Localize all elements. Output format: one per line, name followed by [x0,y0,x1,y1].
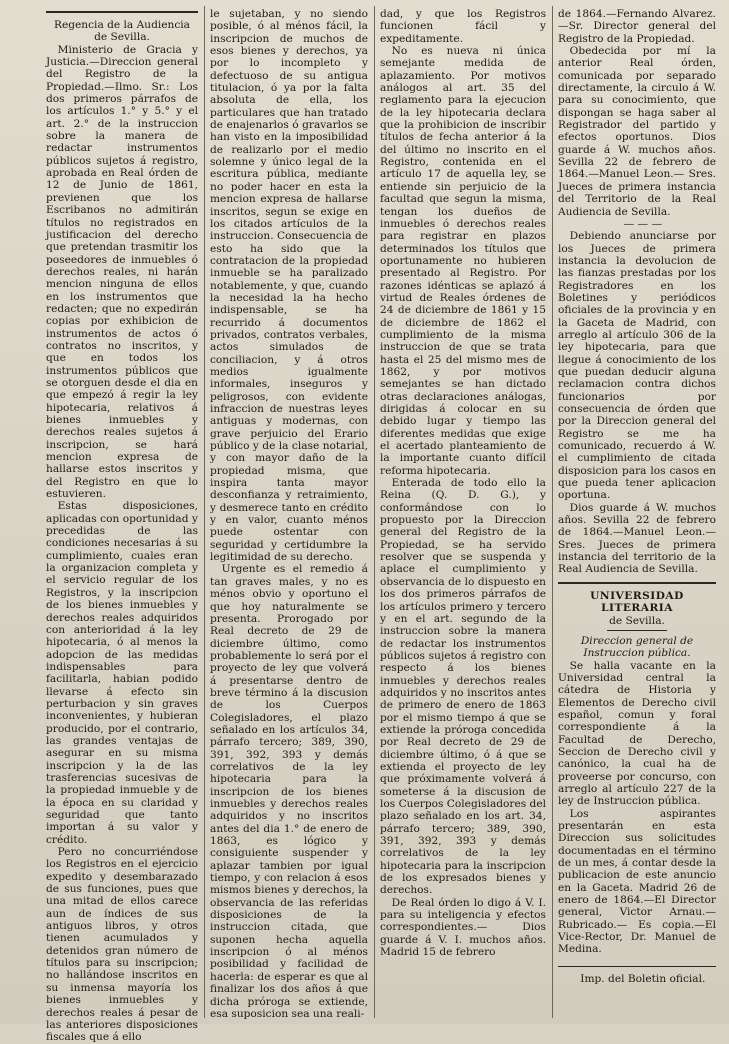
column-3 [380,8,546,1018]
section-heading: Regencia de la Audiencia de Sevilla. [54,19,190,44]
paragraph: le sujetaban, y no siendo posible, ó al ménos fácil, la inscripcion de muchos de esos bienes y derechos, ya por lo incompleto y defectuoso de su antigua titulacion, ó ya por la falta absoluta de ella, los particulares que han tratado de enajenarlos ó gravarlos se han visto en la imposibilidad de realizarlo por el medio solemne y único legal de la escritura pública, mediante no poder hacer en esta la mencion expresa de hallarse inscritos, segun se exige en los citados artículos de la instruccion. Consecuencia de esto ha sido que la contratacion de la propiedad inmueble se ha paralizado notablemente, y que, cuando la necesidad la ha hecho indispensable, se ha recurrido á documentos privados, contratos verbales, actos simulados de conciliacion, y á otros medios igualmente informales, inseguros y peligrosos, con evidente infraccion de nuestras leyes antiguas y modernas, con grave perjuicio del Erario público y de la clase notarial, y con mayor daño de la propiedad misma, que inspira tanta mayor desconfianza y retraimiento, y desmerece tanto en crédito y en valor, cuanto ménos puede ostentar con seguridad y certidumbre la legitimidad de su derecho. [210,8,368,564]
column-rule [374,6,375,1018]
paragraph: Urgente es el remedio á tan graves males, y no es ménos obvio y oportuno el que hoy naturalmente se presenta. Prorogado por Real decreto de 29 de diciembre último, como probablemente lo será por el proyecto de ley que volverá á presentarse dentro de breve término á la discusion de los Cuerpos Colegisladores, el plazo señalado en los artículos 34, párrafo tercero; 389, 390, 391, 392, 393 y demás correlativos de la ley hipotecaria para la inscripcion de los bienes inmuebles y derechos reales adquiridos y no inscritos antes del dia 1.° de enero de 1863, es lógico y consiguiente suspender y aplazar tambien por igual tiempo, y con relacion á esos mismos bienes y derechos, la observancia de las referidas disposiciones de la instruccion citada, que suponen hecha aquella inscripcion ó al ménos posibilidad y facilidad de hacerla: de esperar es que al finalizar los dos años á que dicha próroga se extiende, esa suposicion sea una reali- [210,563,368,1020]
paragraph: de 1864.—Fernando Alvarez.—Sr. Director general del Registro de la Propiedad. [558,8,716,45]
paragraph: Estas disposiciones, aplicadas con oportunidad y precedidas de las condiciones necesarias á su cumplimiento, cuales eran la organizacion completa y el servicio regular de los Registros, y la inscripcion de los bienes inmuebles y derechos reales adquiridos con anterioridad á la ley hipotecaria, ó al menos la adopcion de las medidas indispensables para facilitarla, habian podido llevarse á efecto sin perturbacion y sin graves inconvenientes, y hubieran producido, por el contrario, las grandes ventajas de asegurar en su misma inscripcion y la de las trasferencias sucesivas de la propiedad inmueble y de la época en su claridad y seguridad que tanto importan á su valor y crédito. [46,500,198,846]
imprint: Imp. del Boletin oficial. [580,972,706,985]
section-subheading: Direccion general de Instruccion pública. [580,634,694,660]
paragraph: Ministerio de Gracia y Justicia.—Direccion general del Registro de la Propiedad.—Ilmo. Sr.: Los dos primeros párrafos de los artículos 1.° y 5.° y el art. 2.° de la instruccion sobre la manera de redactar instrumentos públicos sujetos á registro, aprobada en Real órden de 12 de Junio de 1861, previenen que los Escribanos no admitirán títulos no registrados en justificacion del derecho que pretendan trasmitir los poseedores de inmuebles ó derechos reales, ni harán mencion ninguna de ellos en los instrumentos que redacten; que no expedirán copias por exhibicion de instrumentos de actos ó contratos no inscritos, y que en todos los instrumentos públicos que se otorguen desde el dia en que empezó á regir la ley hipotecaria, relativos á bienes inmuebles y derechos reales sujetos á inscripcion, se hará mencion expresa de hallarse estos inscritos y del Registro en que lo estuvieren. [46,43,198,501]
column-4 [558,8,716,1018]
section-subheading: de Sevilla. [609,614,665,627]
paragraph: dad, y que los Registros funcionen fácil y expeditamente. [380,8,546,45]
section-rule [558,582,716,584]
top-rule [46,11,198,13]
separator-dash: — — — [623,217,663,230]
section-rule [607,630,667,631]
paragraph: Pero no concurriéndose los Registros en el ejercicio expedito y desembarazado de sus funciones, pues que una mitad de ellos carece aun de índices de sus antiguos libros, y otros tienen acumulados y detenidos gran número de títulos para su inscripcion; no hallándose inscritos en su inmensa mayoría los bienes inmuebles y derechos reales á pesar de las anteriores disposiciones fiscales que á ello [46,846,198,1044]
paragraph: Los aspirantes presentarán en esta Direccion sus solicitudes documentadas en el término de un mes, á contar desde la publicacion de este anuncio en la Gaceta. Madrid 26 de enero de 1864.—El Director general, Victor Arnau.—Rubricado.— Es copia.—El Vice-Rector, Dr. Manuel de Medina. [558,807,716,956]
column-2 [210,8,368,1018]
paragraph: No es nueva ni única semejante medida de aplazamiento. Por motivos análogos al art. 35 del reglamento para la ejecucion de la ley hipotecaria declara que la prohibicion de inscribir títulos de fecha anterior á la del último no inscrito en el Registro, contenida en el artículo 17 de aquella ley, se entiende sin perjuicio de la facultad que segun la misma, tengan los dueños de inmuebles ó derechos reales para registrar en plazos determinados los títulos que oportunamente no hubieren presentado al Registro. Por razones idénticas se aplazó á virtud de Reales órdenes de 24 de diciembre de 1861 y 15 de diciembre de 1862 el cumplimiento de la misma instruccion de que se trata hasta el 25 del mismo mes de 1862, y por motivos semejantes se han dictado otras declaraciones análogas, dirigidas á colocar en su debido lugar y tiempo las diferentes medidas que exige el acertado planteamiento de la importante cuanto difícil reforma hipotecaria. [380,45,546,477]
column-rule [204,6,205,1018]
paragraph: Se halla vacante en la Universidad central la cátedra de Historia y Elementos de Derecho civil español, comun y foral correspondiente á la Facultad de Derecho, Seccion de Derecho civil y canónico, la cual ha de proveerse por concurso, con arreglo al artículo 227 de la ley de Instruccion pública. [558,659,716,808]
paragraph: Obedecida por mí la anterior Real órden, comunicada por separado directamente, la circulo á W. para su conocimiento, que dispongan se haga saber al Registrador del partido y efectos oportunos. Dios guarde á W. muchos años. Sevilla 22 de febrero de 1864.—Manuel Leon.— Sres. Jueces de primera instancia del Territorio de la Real Audiencia de Sevilla. [558,45,716,218]
column-rule [552,6,553,1018]
paragraph: Debiendo anunciarse por los Jueces de primera instancia la devolucion de las fianzas prestadas por los Registradores en los Boletines y periódicos oficiales de la provincia y en la Gaceta de Madrid, con arreglo al artículo 306 de la ley hipotecaria, para que llegue á conocimiento de los que puedan deducir alguna reclamacion contra dichos funcionarios por consecuencia de órden que por la Direccion general del Registro se me ha comunicado, recuerdo á W. el cumplimiento de citada disposicion para los casos en que pueda tener aplicacion oportuna. [558,230,716,502]
column-1 [46,8,198,1044]
section-heading: UNIVERSIDAD LITERARIA [590,589,684,615]
paragraph: De Real órden lo digo á V. I. para su inteligencia y efectos correspondientes.— Dios guarde á V. I. muchos años. Madrid 15 de febrero [380,896,546,959]
imprint-rule [558,966,716,967]
paragraph: Enterada de todo ello la Reina (Q. D. G.), y conformándose con lo propuesto por la Direccion general del Registro de la Propiedad, se ha servido resolver que se suspenda y aplace el cumplimiento y observancia de lo dispuesto en los dos primeros párrafos de los artículos primero y tercero y en el art. segundo de la instruccion sobre la manera de redactar los instrumentos públicos sujetos á registro con respecto á los bienes inmuebles y derechos reales adquiridos y no inscritos antes de primero de enero de 1863 por el mismo tiempo á que se extiende la próroga concedida por Real decreto de 29 de diciembre último, ó á que se extienda el proyecto de ley que próximamente volverá á someterse á la discusion de los Cuerpos Colegisladores del plazo señalado en los art. 34, párrafo tercero; 389, 390, 391, 392, 393 y demás correlativos de la ley hipotecaria para la inscripcion de los expresados bienes y derechos. [380,477,546,897]
paragraph: Dios guarde á W. muchos años. Sevilla 22 de febrero de 1864.—Manuel Leon.— Sres. Jueces de primera instancia del territorio de la Real Audiencia de Sevilla. [558,501,716,576]
